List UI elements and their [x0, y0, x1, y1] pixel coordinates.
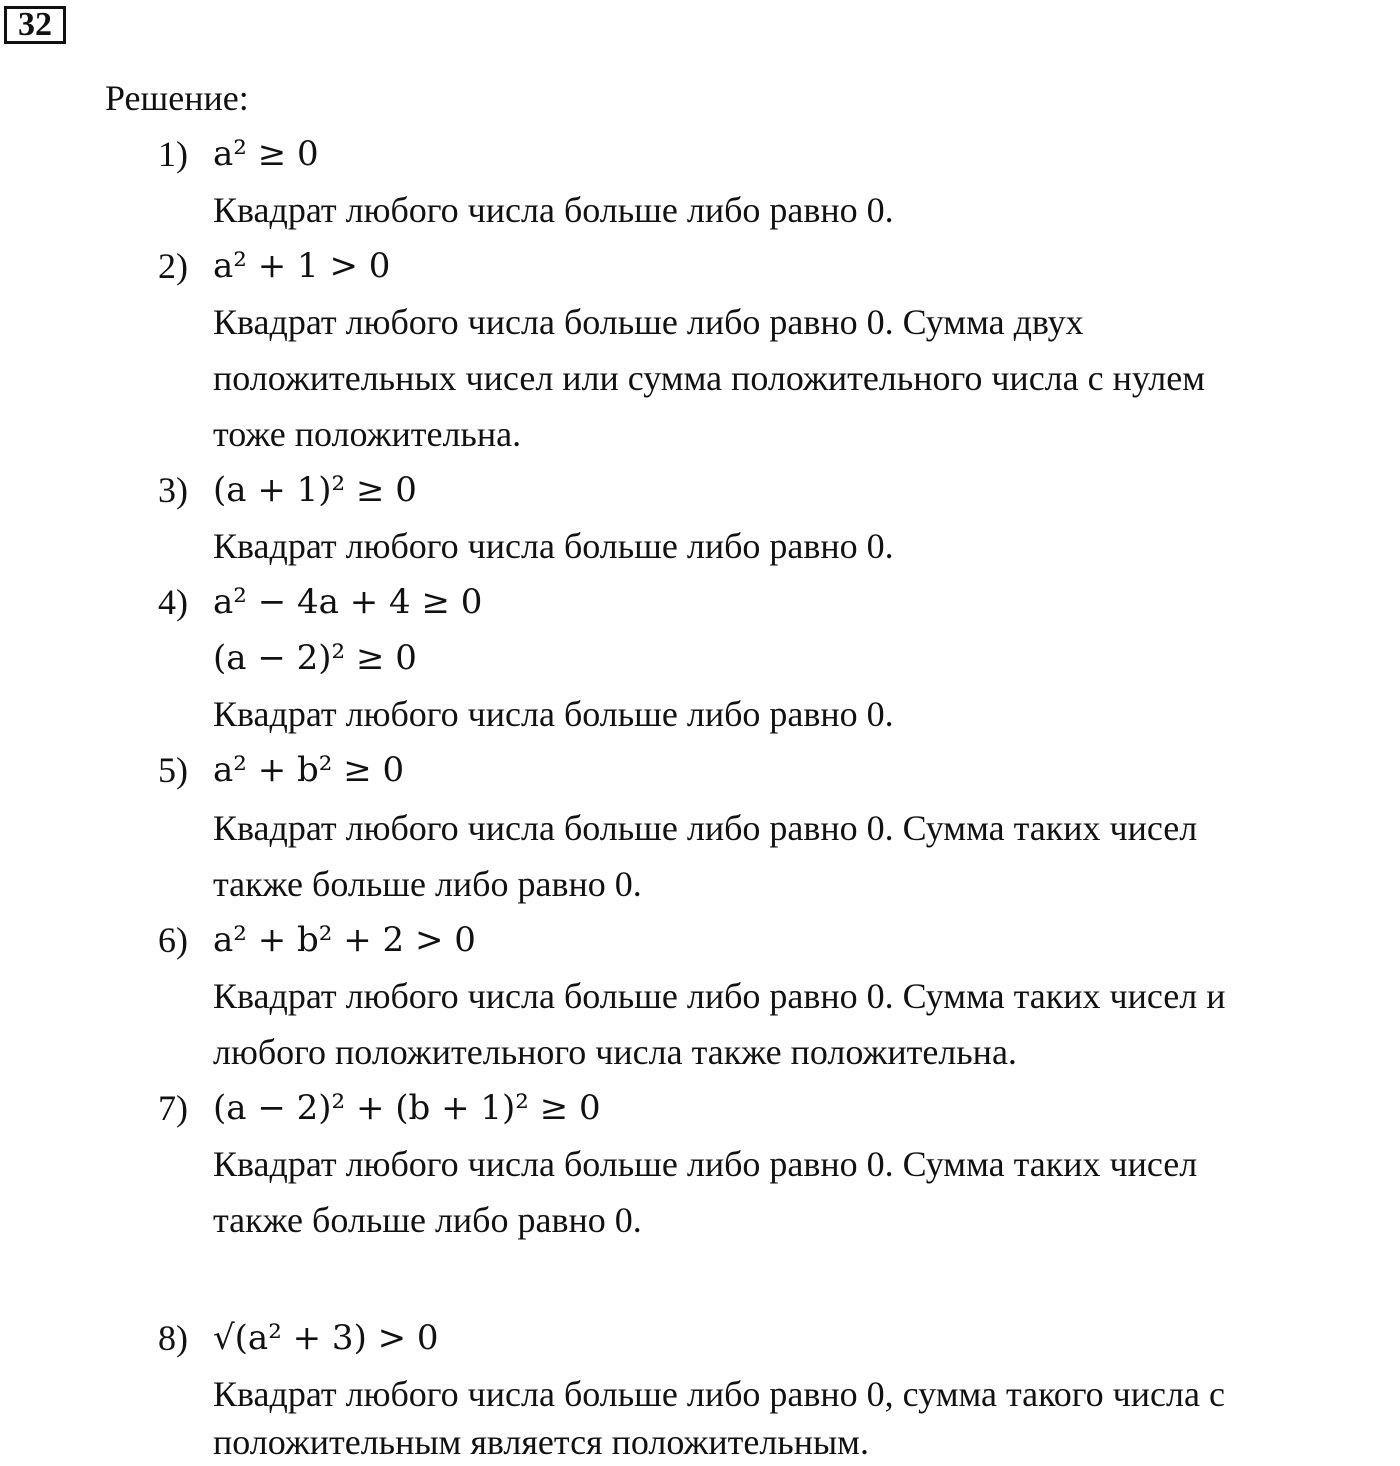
formula: (a − 2)² ≥ 0	[213, 638, 417, 678]
formula: √(a² + 3) > 0	[213, 1318, 439, 1358]
formula: a² + b² ≥ 0	[213, 750, 405, 790]
explanation-line: тоже положительна.	[213, 414, 522, 454]
explanation-line: Квадрат любого числа больше либо равно 0. Сумма таких чисел и	[213, 976, 1226, 1016]
problem-number-badge: 32	[4, 6, 66, 44]
explanation-line: положительным является положительным.	[213, 1422, 869, 1462]
item-number: 2)	[158, 246, 188, 286]
explanation-line: также больше либо равно 0.	[213, 864, 642, 904]
explanation-line: Квадрат любого числа больше либо равно 0.	[213, 190, 894, 230]
explanation-line: Квадрат любого числа больше либо равно 0. Сумма двух	[213, 302, 1084, 342]
explanation-line: положительных чисел или сумма положительного числа с нулем	[213, 358, 1206, 398]
item-number: 5)	[158, 750, 188, 790]
item-number: 1)	[158, 134, 188, 174]
item-number: 7)	[158, 1088, 188, 1128]
item-number: 8)	[158, 1318, 188, 1358]
explanation-line: Квадрат любого числа больше либо равно 0. Сумма таких чисел	[213, 1144, 1198, 1184]
explanation-line: Квадрат любого числа больше либо равно 0.	[213, 694, 894, 734]
item-number: 6)	[158, 920, 188, 960]
explanation-line: любого положительного числа также положительна.	[213, 1032, 1017, 1072]
formula: a² + 1 > 0	[213, 246, 391, 286]
item-number: 4)	[158, 582, 188, 622]
formula: a² − 4a + 4 ≥ 0	[213, 582, 483, 622]
formula: a² ≥ 0	[213, 134, 319, 174]
formula: (a − 2)² + (b + 1)² ≥ 0	[213, 1088, 601, 1128]
item-number: 3)	[158, 470, 188, 510]
formula: a² + b² + 2 > 0	[213, 920, 476, 960]
explanation-line: Квадрат любого числа больше либо равно 0.	[213, 526, 894, 566]
explanation-line: Квадрат любого числа больше либо равно 0. Сумма таких чисел	[213, 808, 1198, 848]
explanation-line: также больше либо равно 0.	[213, 1200, 642, 1240]
formula: (a + 1)² ≥ 0	[213, 470, 417, 510]
explanation-line: Квадрат любого числа больше либо равно 0, сумма такого числа с	[213, 1374, 1225, 1414]
solution-heading: Решение:	[105, 78, 249, 118]
